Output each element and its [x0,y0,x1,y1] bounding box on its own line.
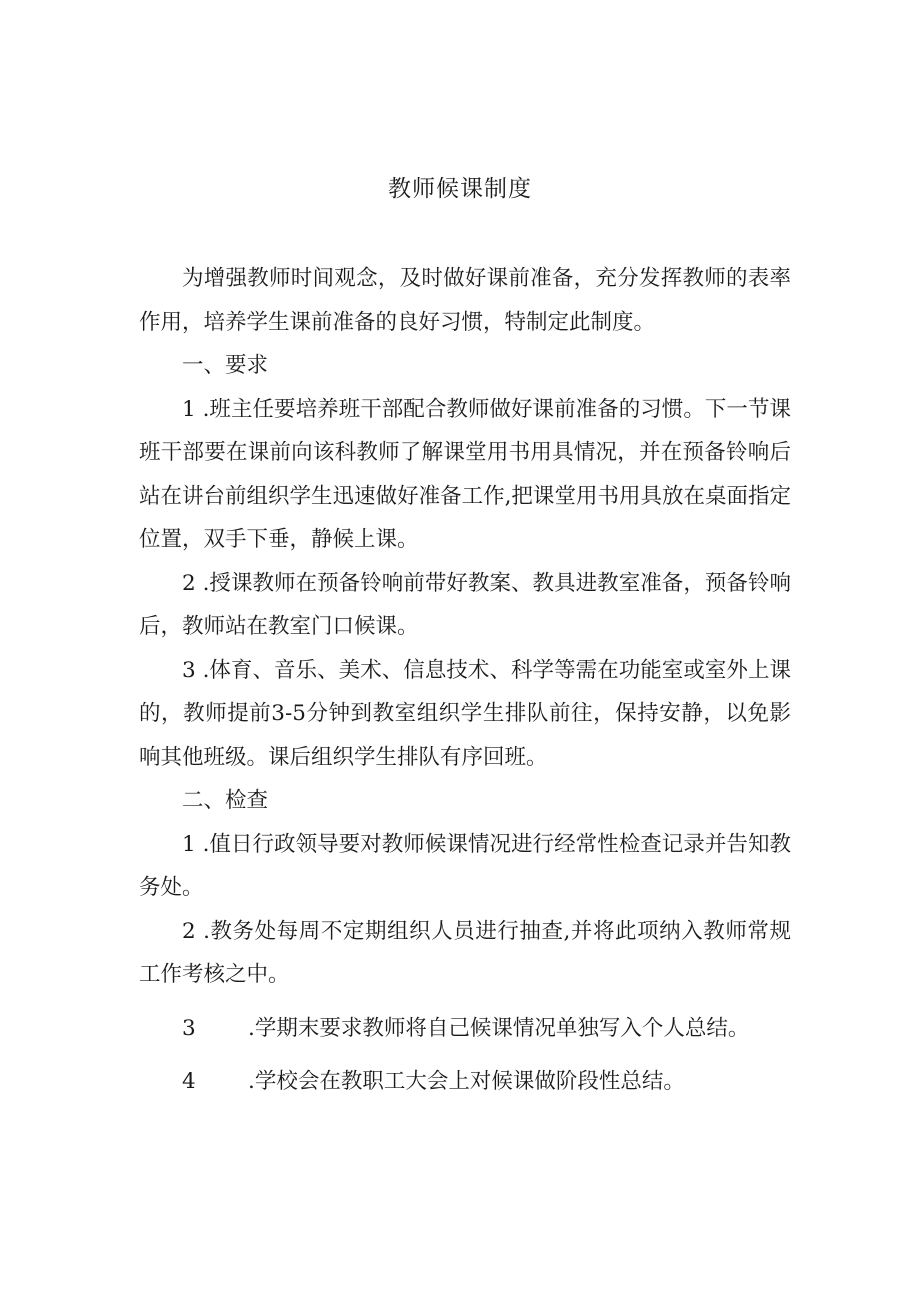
item-text: .授课教师在预备铃响前带好教案、教具进教室准备，预备铃响后，教师站在教室门口候课。 [139,570,791,639]
item-text: .学期末要求教师将自己候课情况单独写入个人总结。 [248,1015,750,1041]
item-text: .班主任要培养班干部配合教师做好课前准备的习惯。下一节课班干部要在课前向该科教师了解课堂用书用具情况，并在预备铃响后站在讲台前组织学生迅速做好准备工作,把课堂用书用具放在桌面指定位置，双手下垂，静候上课。 [139,396,791,552]
item-text: .教务处每周不定期组织人员进行抽查,并将此项纳入教师常规工作考核之中。 [139,918,791,987]
requirement-item-3 [139,649,791,780]
item-number: 1 [182,831,196,857]
item-number: 4 [182,1069,196,1094]
section-heading-inspection: 二、检查 [182,788,269,813]
item-text: .学校会在教职工大会上对候课做阶段性总结。 [248,1069,685,1094]
item-text: .值日行政领导要对教师候课情况进行经常性检查记录并告知教务处。 [139,831,791,900]
document-body [139,257,791,1104]
requirement-item-2 [139,562,791,649]
item-text: .体育、音乐、美术、信息技术、科学等需在功能室或室外上课的，教师提前3-5分钟到教室组织学生排队前往，保持安静，以免影响其他班级。课后组织学生排队有序回班。 [139,657,791,770]
requirement-item-1 [139,388,791,562]
document-title: 教师候课制度 [388,176,532,202]
item-number: 2 [182,918,196,944]
item-number: 1 [182,396,196,422]
inspection-item-3 [139,1007,791,1051]
item-number: 3 [182,657,196,683]
inspection-item-4 [139,1060,791,1104]
item-number: 2 [182,570,196,596]
item-number: 3 [182,1015,196,1041]
inspection-item-1 [139,823,791,910]
inspection-item-2 [139,910,791,997]
intro-paragraph: 为增强教师时间观念，及时做好课前准备，充分发挥教师的表率作用，培养学生课前准备的良好习惯，特制定此制度。 [139,266,791,335]
section-heading-requirements: 一、要求 [182,353,269,378]
